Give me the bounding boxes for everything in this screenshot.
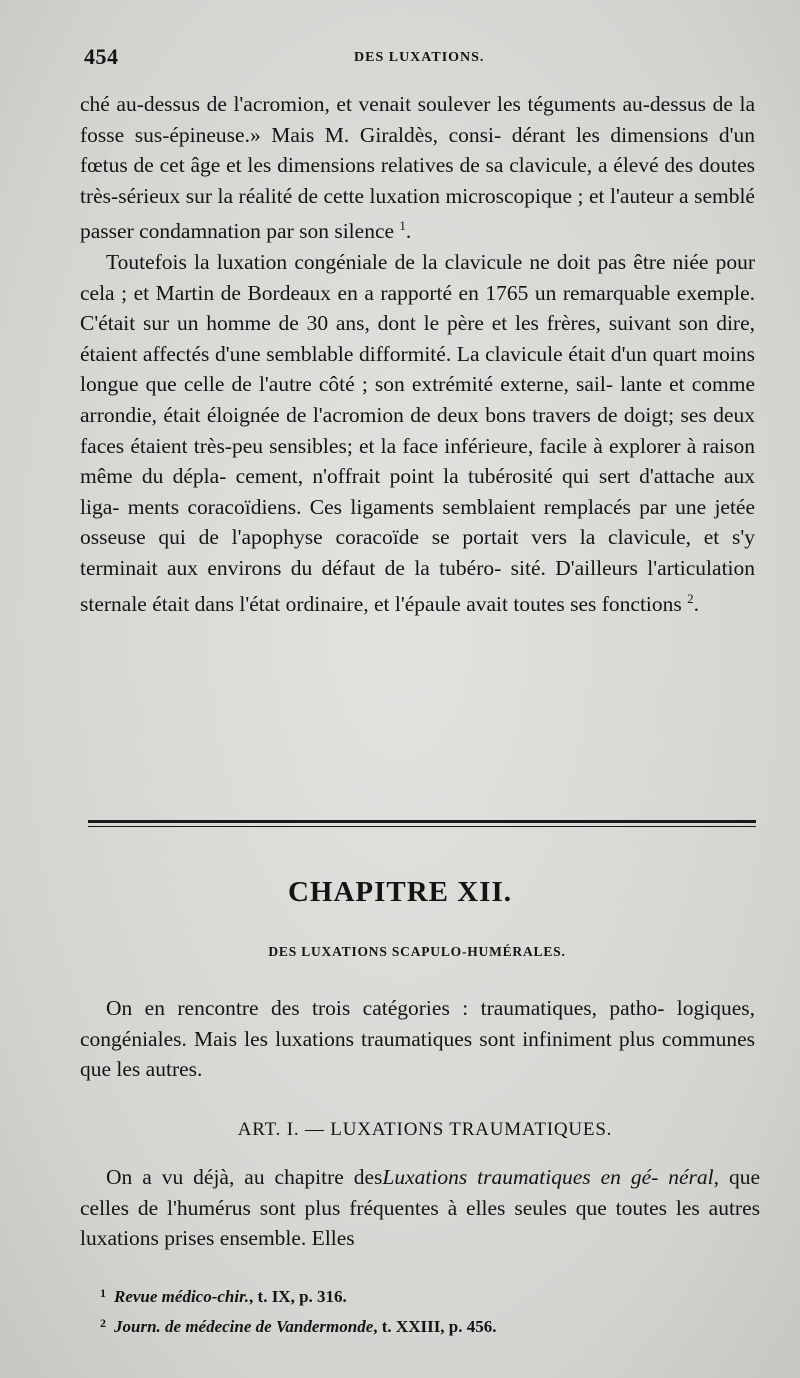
body-text [80,89,755,619]
section-rule [88,820,756,823]
cross-reference-title: Luxations traumatiques en gé- [382,1165,659,1189]
footnote-1: $^1$ Revue médico-chir., t. IX, p. 316. [100,1286,347,1306]
page-header [84,44,752,78]
running-head: DES LUXATIONS. [354,50,485,65]
chapter-subtitle: DES LUXATIONS SCAPULO-HUMÉRALES. [268,944,566,959]
footnote-2: $^2$ Journ. de médecine de Vandermonde, t. XXIII, p. 456. [100,1316,497,1336]
article-heading: ART. I. — LUXATIONS TRAUMATIQUES. [237,1119,613,1140]
section-rule-thin [88,826,756,827]
article-text: On a vu déjà, au chapitre desLuxations traumatiques en gé- néral, que celles de l'humérus sont plus fréquentes à elles seules que toutes les autres luxations prises ensemble. Elles [80,1165,760,1251]
chapter-title: CHAPITRE XII. [287,876,513,908]
page-number: 454 [84,44,119,69]
chapter-intro: On en rencontre des trois catégories : traumatiques, patho- logiques, congéniales. Mais les luxations traumatiques sont infiniment plus communes que les autres. [80,996,756,1082]
paragraph-martin-case: Toutefois la luxation congéniale de la clavicule ne doit pas être niée pour cela ; et Martin de Bordeaux en a rapporté en 1765 un remarquable exemple. C'était sur un homme de 30 ans, dont le père et les frères, suivant son dire, étaient affectés d'une semblable difformité. La clavicule était d'un quart moins longue que celle de l'autre côté ; son extrémité externe, sail- lante et comme arrondie, était éloignée de l'acromion de deux bons travers de doigt; ses deux faces étaient très-peu sensibles; et la face inférieure, facile à explorer à raison même du dépla- cement, n'offrait point la tubérosité qui sert d'attache aux liga- ments coracoïdiens. Ces ligaments semblaient remplacés par une jetée osseuse qui de l'apophyse coracoïde se portait vers la clavicule, et s'y terminait aux environs du défaut de la tubéro- sité. D'ailleurs l'articulation sternale était dans l'état ordinaire, et l'épaule avait toutes ses fonctions $^2$. [80,249,756,616]
footnote-ref-2[interactable]: 2 [687,590,694,606]
footnote-ref-1[interactable]: 1 [399,218,406,234]
footnotes [100,1280,740,1340]
paragraph-continued: ché au-dessus de l'acromion, et venait soulever les téguments au-dessus de la fosse sus-épineuse.» Mais M. Giraldès, consi- dérant les dimensions d'un fœtus de cet âge et les dimensions relatives de sa clavicule, a élevé des doutes très-sérieux sur la réalité de cette luxation microscopique ; et l'auteur a semblé passer condamnation par son silence $^1$. [80,92,756,244]
